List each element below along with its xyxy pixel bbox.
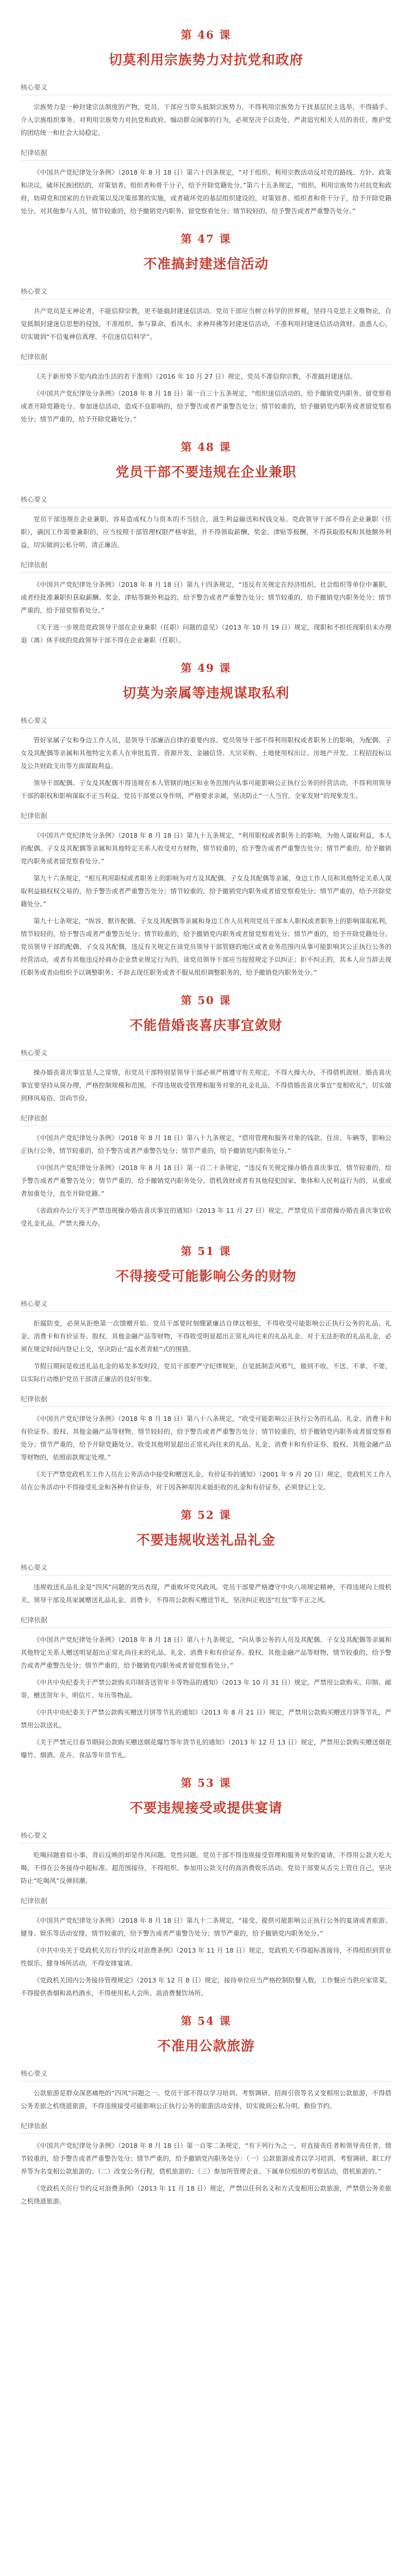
lesson-section bbox=[21, 1047, 391, 1105]
lesson-title: 不要违规收送礼品礼金 bbox=[136, 1533, 276, 1548]
lesson-block bbox=[21, 992, 391, 1230]
lesson-number: 第 50 课 bbox=[181, 994, 231, 1007]
section-paragraph: 第九十六条规定，“相互利用职权或者职务上的影响为对方及其配偶、子女及其配偶等亲属、身边工作人员和其他特定关系人谋取利益搞权权交易的，给予警告或者严重警告处分；情节较重的，给予撤销党内职务或者留党察看处分；情节严重的，给予开除党籍处分。” bbox=[21, 874, 391, 908]
lesson-title: 不准搞封建迷信活动 bbox=[143, 257, 269, 272]
lesson-section bbox=[21, 1562, 391, 1606]
lesson-number: 第 46 课 bbox=[181, 28, 231, 41]
lesson-section bbox=[21, 1113, 391, 1230]
section-paragraph: 党员干部违规在企业兼职，容易造成权力与资本的不当结合，滋生利益输送和权钱交易。党政领导干部不得在企业兼职（任职），确因工作需要兼职的，应当按照干部管理权限严格审批，并不得领取薪酬、奖金、津贴等报酬，不得获取股权和其他额外利益，切实做到公私分明、清正廉洁。 bbox=[21, 515, 391, 549]
lesson-section bbox=[21, 2068, 391, 2112]
section-paragraph: 操办婚丧喜庆事宜是人之常情，但党员干部特别是领导干部必须严格遵守有关规定，不得大操大办，不得借机敛财。婚丧喜庆事宜要坚持从简办理，严格控制规模和范围，不得违规收受管理和服务对象的礼金礼品，不得借婚丧喜庆事宜“变相收礼”，切实做到移风易俗、崇尚节俭。 bbox=[21, 1069, 391, 1102]
lesson-number: 第 49 课 bbox=[181, 662, 231, 674]
section-paragraph: 共产党员是无神论者，不能信仰宗教，更不能搞封建迷信活动。党员干部应当树立科学的世界观，坚持马克思主义唯物论，自觉抵制封建迷信思想的侵蚀，不准组织、参与算命、看风水、求神拜佛等封建迷信活动，不准利用封建迷信活动敛财、蛊惑人心，切实做到“不信鬼神信真理、不信迷信信科学”。 bbox=[21, 307, 391, 341]
section-label: 纪律依据 bbox=[21, 810, 391, 824]
section-paragraph: 《关于严禁党政机关工作人员在公务活动中接受和赠送礼金、有价证券的通知》（2001 年 9 月 20 日）规定，党政机关工作人员在公务活动中不得接受礼金和各种有价证券，对于因各种原因未能拒收的礼金和有价证券，必须登记上交。 bbox=[21, 1470, 391, 1491]
section-paragraph: 《中国共产党纪律处分条例》（2018 年 8 月 18 日）第六十四条规定，“对于组织、利用宗教活动反对党的路线、方针、政策和决议，破坏民族团结的，对策划者、组织者和骨干分子，给予开除党籍处分。”第六十五条规定，“组织、利用宗族势力对抗党和政府，妨碍党和国家的方针政策以及决策部署的实施，或者破坏党的基层组织建设的，对策划者、组织者和骨干分子，给予开除党籍处分。对其他参与人员，情节较重的，给予撤销党内职务、留党察看处分；情节较轻的，给予警告或者严重警告处分。” bbox=[21, 168, 391, 215]
lesson-section bbox=[21, 286, 391, 343]
section-label: 核心要义 bbox=[21, 1298, 391, 1312]
section-label: 纪律依据 bbox=[21, 560, 391, 573]
section-paragraph: 《中国共产党纪律处分条例》（2018 年 8 月 18 日）第一百三十五条规定，“组织迷信活动的，给予撤销党内职务、留党察看或者开除党籍处分。参加迷信活动，造成不良影响的，给予警告或者严重警告处分；情节较重的，给予撤销党内职务或者留党察看处分；情节严重的，给予开除党籍处分。” bbox=[21, 389, 391, 423]
lesson-section bbox=[21, 1830, 391, 1887]
section-paragraph: 管好家属子女和身边工作人员，是领导干部廉洁自律的重要内容。党员领导干部不得利用职权或者职务上的影响，为配偶、子女及其配偶等亲属和其他特定关系人在审批监管、资源开发、金融信贷、大宗采购、土地使用权出让、房地产开发、工程招投标以及公共财政支出等方面谋取利益。 bbox=[21, 736, 391, 770]
lesson-title: 党员干部不要违规在企业兼职 bbox=[115, 465, 297, 480]
section-paragraph: 《关于进一步规范党政领导干部在企业兼职（任职）问题的意见》（2013 年 10 月 19 日）规定，现职和不担任现职但未办理退（离）休手续的党政领导干部不得在企业兼职（任职）。 bbox=[21, 623, 391, 644]
section-paragraph: 《中共中央纪委关于严禁公款购买印制寄送贺年卡等物品的通知》（2013 年 10 月 31 日）规定，严禁用公款购买、印制、邮寄、赠送贺年卡、明信片、年历等物品。 bbox=[21, 1679, 391, 1699]
section-paragraph: 《中共中央纪委关于严禁公款购买赠送月饼等节礼的通知》（2013 年 8 月 21 日）规定，严禁用公款购买赠送月饼等节礼，严禁用公款送礼。 bbox=[21, 1708, 391, 1729]
section-paragraph: 《党政机关厉行节约反对浪费条例》（2013 年 11 月 18 日）规定，严禁以任何名义和方式变相用公款旅游，严禁借公务差旅之机绕道旅游。 bbox=[21, 2184, 391, 2205]
section-label: 核心要义 bbox=[21, 82, 391, 95]
lesson-section bbox=[21, 494, 391, 551]
lesson-block bbox=[21, 1243, 391, 1494]
section-paragraph: 《中国共产党纪律处分条例》（2018 年 8 月 18 日）第九十五条规定，“利用职权或者职务上的影响，为他人谋取利益，本人的配偶、子女及其配偶等亲属和其他特定关系人收受对方财物，情节较重的，给予警告或者严重警告处分；情节严重的，给予撤销党内职务或者留党察看处分。” bbox=[21, 832, 391, 865]
section-paragraph: 《党政机关国内公务接待管理规定》（2013 年 12 月 8 日）规定，接待单位应当严格控制陪餐人数，工作餐应当供应家常菜，不得提供香烟和高档酒水，不得使用私人会所、高消费餐饮场所。 bbox=[21, 1976, 391, 1997]
section-paragraph: 《中国共产党纪律处分条例》（2018 年 8 月 18 日）第一百零二条规定，“有下列行为之一，对直接责任者和领导责任者，情节较重的，给予警告或者严重警告处分；情节严重的，给予撤销党内职务处分：（一）公款旅游或者以学习培训、考察调研、职工疗养等为名变相公款旅游的；（二）改变公务行程，借机旅游的；（三）参加所管理企业、下属单位组织的考察活动，借机旅游的。” bbox=[21, 2142, 391, 2175]
section-label: 纪律依据 bbox=[21, 147, 391, 161]
section-paragraph: 第九十七条规定，“纵容、默许配偶、子女及其配偶等亲属和身边工作人员利用党员干部本人职权或者职务上的影响谋取私利，情节较轻的，给予警告或者严重警告处分；情节较重的，给予撤销党内职务或者留党察看处分；情节严重的，给予开除党籍处分。党员领导干部的配偶、子女及其配偶，违反有关规定在该党员领导干部管辖的地区或者业务范围内从事可能影响其公正执行公务的经营活动，或者有其他违反经商办企业禁业规定行为的，该党员领导干部应当按照规定予以纠正；拒不纠正的，其本人应当辞去现任职务或者由组织予以调整职务；不辞去现任职务或者不服从组织调整职务的，给予撤销党内职务处分。” bbox=[21, 917, 391, 976]
section-label: 纪律依据 bbox=[21, 1394, 391, 1407]
section-paragraph: 领导干部配偶、子女及其配偶不得违规在本人管辖的地区和业务范围内从事可能影响公正执行公务的经营活动，不得利用领导干部的职权和影响谋取不正当利益。党员干部要以身作则，严格要求亲属，坚决防止“一人当官、全家发财”的现象发生。 bbox=[21, 779, 391, 800]
lesson-number: 第 53 课 bbox=[181, 1776, 231, 1789]
section-paragraph: 拒腐防变，必须从拒绝第一次馈赠开始。党员干部要时刻绷紧廉洁自律这根弦，不得收受可能影响公正执行公务的礼品、礼金、消费卡和有价证券、股权、其他金融产品等财物，不得收受明显超出正常礼尚往来的礼品礼金。对于无法拒收的礼品礼金，必须在规定时间内登记上交，坚决防止“温水煮青蛙”式的围猎。 bbox=[21, 1319, 391, 1353]
section-label: 核心要义 bbox=[21, 494, 391, 507]
lesson-section bbox=[21, 560, 391, 647]
section-label: 纪律依据 bbox=[21, 1113, 391, 1126]
section-paragraph: 吃喝问题看似小事，背后反映的却是作风问题、党性问题。党员干部不得违规接受管理和服务对象的宴请，不得用公款大吃大喝，不得在公务接待中超标准、超范围接待，不得组织、参加用公款支付的高消费娱乐活动。党员干部要从舌尖上管住自己，坚决防止“吃喝风”反弹回潮。 bbox=[21, 1851, 391, 1885]
lesson-block bbox=[21, 1775, 391, 1999]
lesson-number: 第 54 课 bbox=[181, 2014, 231, 2027]
section-label: 核心要义 bbox=[21, 286, 391, 299]
lesson-section bbox=[21, 1895, 391, 1999]
lesson-block bbox=[21, 660, 391, 979]
lesson-title: 不要违规接受或提供宴请 bbox=[129, 1801, 283, 1816]
lesson-number: 第 48 课 bbox=[181, 440, 231, 453]
lesson-number: 第 51 课 bbox=[181, 1245, 231, 1258]
lesson-section bbox=[21, 2121, 391, 2208]
section-paragraph: 《关于严禁元旦春节期间公款购买赠送烟花爆竹等年货节礼的通知》（2013 年 12 月 13 日）规定，严禁用公款购买赠送烟花爆竹、烟酒、花卉、食品等年货节礼。 bbox=[21, 1738, 391, 1759]
section-paragraph: 《省政府办公厅关于严禁违规操办婚丧喜庆事宜的通知》（2013 年 11 月 27 日）规定，严禁党员干部借操办婚丧喜庆事宜收受礼金礼品，严禁大操大办。 bbox=[21, 1207, 391, 1227]
lesson-block bbox=[21, 27, 391, 217]
lesson-section bbox=[21, 1394, 391, 1494]
section-paragraph: 《中国共产党纪律处分条例》（2018 年 8 月 18 日）第一百二十条规定，“违反有关规定操办婚丧喜庆事宜，情节较重的，给予警告或者严重警告处分；情节严重的，给予撤销党内职务处分。借机敛财或者有其他侵犯国家、集体和人民利益行为的，从重或者加重处分，直至开除党籍。” bbox=[21, 1164, 391, 1197]
section-label: 纪律依据 bbox=[21, 1895, 391, 1909]
section-paragraph: 《中国共产党纪律处分条例》（2018 年 8 月 18 日）第九十二条规定，“接受、提供可能影响公正执行公务的宴请或者旅游、健身、娱乐等活动安排，情节较重的，给予警告或者严重警告处分；情节严重的，给予撤销党内职务处分。” bbox=[21, 1917, 391, 1937]
section-paragraph: 《中国共产党纪律处分条例》（2018 年 8 月 18 日）第八十八条规定，“收受可能影响公正执行公务的礼品、礼金、消费卡和有价证券、股权、其他金融产品等财物，情节较轻的，给予警告或者严重警告处分；情节较重的，给予撤销党内职务或者留党察看处分；情节严重的，给予开除党籍处分。收受其他明显超出正常礼尚往来的礼品、礼金、消费卡和有价证券、股权、其他金融产品等财物的，依照前款规定处理。” bbox=[21, 1415, 391, 1461]
section-paragraph: 节假日期间是收送礼品礼金的易发多发时段，党员干部要严守纪律规矩，自觉抵制歪风邪气，做到不收、不送、不拿、不要，以实际行动维护党员干部清正廉洁的良好形象。 bbox=[21, 1362, 391, 1383]
lesson-block bbox=[21, 1507, 391, 1761]
lesson-block bbox=[21, 2013, 391, 2208]
lesson-number: 第 47 课 bbox=[181, 232, 231, 245]
lesson-section bbox=[21, 351, 391, 426]
section-paragraph: 《中国共产党纪律处分条例》（2018 年 8 月 18 日）第八十九条规定，“向从事公务的人员及其配偶、子女及其配偶等亲属和其他特定关系人赠送明显超出正常礼尚往来的礼品、礼金、消费卡和有价证券、股权、其他金融产品等财物，情节较重的，给予警告或者严重警告处分；情节严重的，给予撤销党内职务或者留党察看处分。” bbox=[21, 1636, 391, 1669]
lesson-section bbox=[21, 715, 391, 802]
lesson-title: 不准用公款旅游 bbox=[157, 2039, 255, 2054]
lesson-section bbox=[21, 82, 391, 139]
section-label: 核心要义 bbox=[21, 715, 391, 728]
lesson-title: 不能借婚丧喜庆事宜敛财 bbox=[129, 1018, 283, 1033]
section-label: 纪律依据 bbox=[21, 2121, 391, 2134]
section-label: 纪律依据 bbox=[21, 351, 391, 365]
section-paragraph: 《关于新形势下党内政治生活的若干准则》（2016 年 10 月 27 日）规定，党员不准信仰宗教，不准搞封建迷信。 bbox=[33, 372, 357, 380]
lesson-section bbox=[21, 810, 391, 979]
lesson-block bbox=[21, 231, 391, 426]
section-label: 核心要义 bbox=[21, 2068, 391, 2081]
lesson-section bbox=[21, 1298, 391, 1385]
section-paragraph: 《中共中央关于党政机关厉行节约反对浪费条例》（2013 年 11 月 18 日）规定，党政机关不得超标准接待，不得组织到营业性娱乐、健身场所活动，不得安排宴请。 bbox=[21, 1946, 391, 1967]
section-paragraph: 违规收送礼品礼金是“四风”问题的突出表现，严重败坏党风政风。党员干部要严格遵守中央八项规定精神，不得违规向上级机关、领导干部及其家属赠送礼品礼金、消费卡，不得用公款购买赠送节礼，坚决纠正收送“红包”等不正之风。 bbox=[21, 1583, 391, 1604]
section-paragraph: 《中国共产党纪律处分条例》（2018 年 8 月 18 日）第九十四条规定，“违反有关规定在经济组织、社会组织等单位中兼职，或者经批准兼职但获取薪酬、奖金、津贴等额外利益的，给予警告或者严重警告处分；情节较重的，给予撤销党内职务处分；情节严重的，给予留党察看处分。” bbox=[21, 581, 391, 614]
lesson-section bbox=[21, 147, 391, 217]
section-paragraph: 公款旅游是群众深恶痛绝的“四风”问题之一。党员干部不得以学习培训、考察调研、招商引资等名义变相用公款旅游，不得借公务差旅之机绕道旅游，不得违规接受可能影响公正执行公务的旅游活动安排，切实做到公私分明、勤俭节约。 bbox=[21, 2089, 391, 2110]
section-paragraph: 宗族势力是一种封建宗法制度的产物，党员、干部应当带头抵制宗族势力，不得利用宗族势力干扰基层民主选举，不得插手、介入宗族组织事务。对利用宗族势力对抗党和政府、煽动群众闹事的行为，必须坚决予以查处，严肃追究相关人员的责任，维护党的团结统一和社会大局稳定。 bbox=[21, 103, 391, 137]
lesson-number: 第 52 课 bbox=[181, 1509, 231, 1521]
lesson-section bbox=[21, 1615, 391, 1761]
lesson-title: 切莫为亲属等违规谋取私利 bbox=[122, 686, 289, 701]
lesson-title: 切莫利用宗族势力对抗党和政府 bbox=[108, 53, 303, 68]
lesson-block bbox=[21, 439, 391, 647]
section-label: 核心要义 bbox=[21, 1047, 391, 1061]
section-paragraph: 《中国共产党纪律处分条例》（2018 年 8 月 18 日）第八十九条规定，“借用管理和服务对象的钱款、住房、车辆等，影响公正执行公务，情节较重的，给予警告或者严重警告处分；情节严重的，给予撤销党内职务处分。” bbox=[21, 1134, 391, 1155]
section-label: 核心要义 bbox=[21, 1830, 391, 1843]
section-label: 纪律依据 bbox=[21, 1615, 391, 1628]
lesson-title: 不得接受可能影响公务的财物 bbox=[115, 1269, 297, 1284]
section-label: 核心要义 bbox=[21, 1562, 391, 1575]
